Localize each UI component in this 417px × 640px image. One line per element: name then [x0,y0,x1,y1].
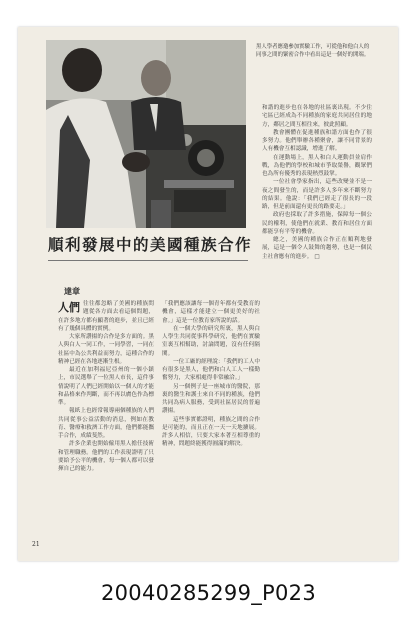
paragraph: 另一個例子是一座城市的醫院，那裏的醫生和護士來自不同的種族，他們共同為病人服務，受到社區居民的普遍讚揚。 [162,383,260,415]
paragraph: 大家所讚揚的合作是多方面的。黑人與白人一同工作，一同學習，一同在社區中為公共利益而努力，這種合作的精神已經在各地逐漸生根。 [58,334,154,365]
article-column-2 [162,300,260,542]
paragraph: 在運動場上，黑人和白人運動員並肩作戰，為他們的學校和城市爭取榮譽，觀眾們也為所有優秀的表現熱烈鼓掌。 [262,154,372,177]
paragraph: 一位工廠的經理說：「我們的工人中有很多是黑人，他們和白人工人一樣勤奮努力，大家相處得非常融洽。」 [162,358,260,382]
article-column-1 [58,300,154,542]
page-number: 21 [32,541,40,548]
archive-id-label: 20040285299_P023 [100,581,316,605]
paragraph: 教會團體在促進種族和諧方面也作了很多努力。他們舉辦各種聚會，讓不同背景的人有機會互相認識，增進了解。 [262,129,372,153]
article-author: 達章 [64,286,80,296]
paragraph [58,300,154,333]
article-headline: 順利發展中的美國種族合作 [48,235,253,254]
paragraph: 最近在加利福尼亞州的一個小鎮上，市民選舉了一位黑人市長，這件事情說明了人們已經開始以一個人的才能和品格來作判斷，而不再以膚色作為標準。 [58,367,154,406]
paragraph: 政府也採取了許多措施，保障每一個公民的權利，使他們在就業、教育和居住方面都能享有平等的機會。 [262,212,372,235]
paragraph: 「我們應該讓每一個青年都有受教育的機會，這樣才能建立一個更美好的社會。」這是一位教育家所說的話。 [162,301,260,324]
paragraph: 許多企業也開始僱用黑人擔任技術和管理職務。他們的工作表現證明了只要給予公平的機會，每一個人都可以發揮自己的能力。 [58,441,154,472]
photo-caption: 黑人學者應邀參加實驗工作，可從他和他白人的同事之間的緊密合作中看出這是一個好的開端。 [256,44,370,59]
paragraph: 一位社會學家指出，這些改變並不是一夜之間發生的，而是許多人多年來不斷努力的結果。他說：「我們已經走了很長的一段路，但是前面還有更長的路要走。」 [262,179,372,210]
paragraph: 在一個大學的研究所裏，黑人與白人學生共同從事科學研究，他們在實驗室裏互相幫助，討論問題，沒有任何隔閡。 [162,325,260,357]
paragraph: 和諧的進步也在各地的社區裏出現。不少住宅區已經成為不同種族的家庭共同居住的地方，鄰居之間互相往來，彼此照顧。 [262,105,372,128]
paragraph: 報紙上也經常報導兩個種族的人們共同從事公益活動的消息，例如在教育、醫療和救濟工作方面，他們都能攜手合作，成績斐然。 [58,408,154,439]
paragraph: 總之，美國的種族合作正在順利地發展，這是一個令人鼓舞的趨勢，也是一個民主社會應有的進步。 □ [262,236,372,261]
paragraph: 這些事實都證明，種族之間的合作是可能的，而且正在一天一天地擴展。許多人相信，只要大家本著互相尊重的精神，問題終能獲得圓滿的解決。 [162,416,260,448]
drop-cap: 人們 [58,301,80,314]
paragraph-text: 往往都忽略了美國的種族問題從各方面去看這個問題，在許多地方都有顯著的進步，並且已經有了幾個具體的實例。 [58,301,154,332]
lab-photo-graphic [46,40,246,228]
article-column-3 [262,104,372,536]
headline-divider [48,260,248,261]
lab-photo [46,40,246,228]
